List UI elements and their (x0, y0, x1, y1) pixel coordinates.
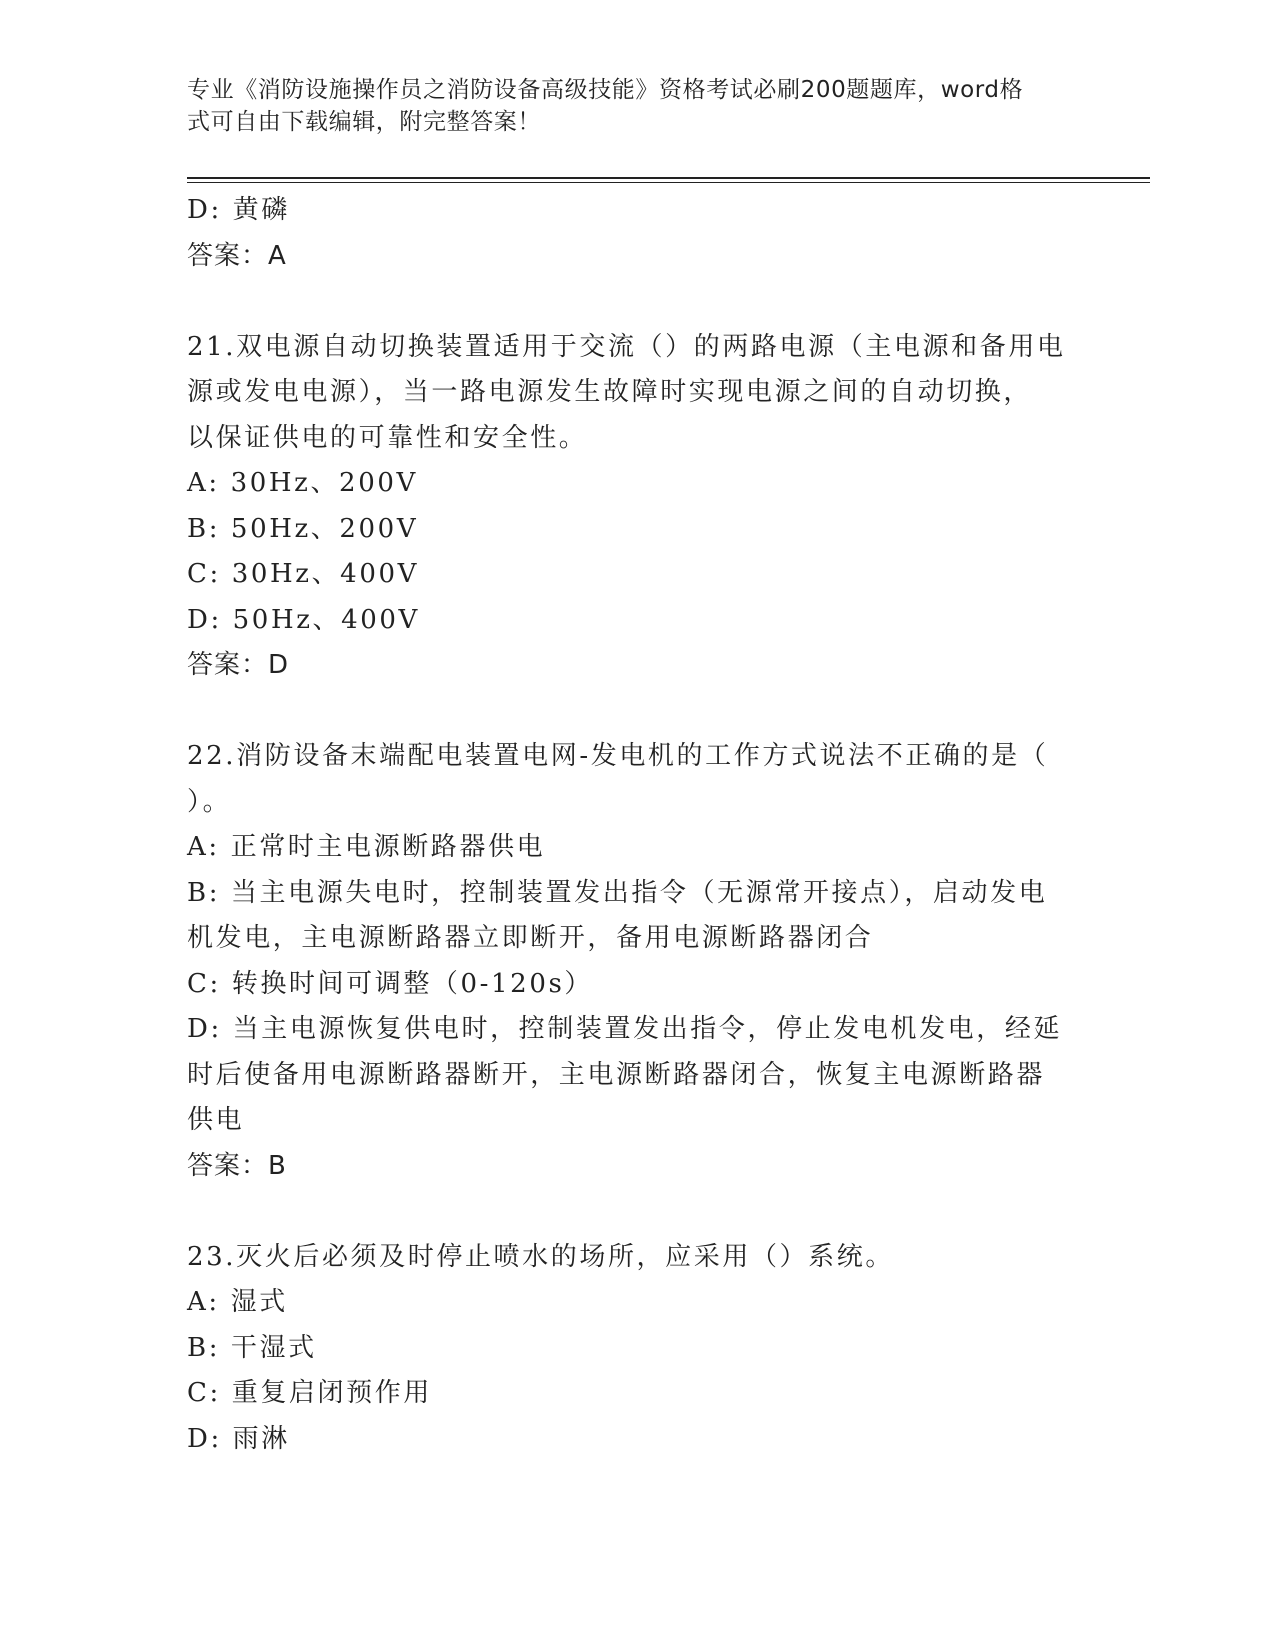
spacer (187, 1189, 1067, 1235)
question-text-line: 23.灭火后必须及时停止喷水的场所，应采用（）系统。 (187, 1241, 894, 1272)
option-d-continued: 供电 (187, 1105, 245, 1135)
option-b: B: 当主电源失电时，控制装置发出指令（无源常开接点），启动发电 (187, 877, 1048, 908)
option-a: A: 湿式 (187, 1287, 288, 1317)
option-d: D: 当主电源恢复供电时，控制装置发出指令，停止发电机发电，经延 (187, 1014, 1063, 1044)
header-line-2: 式可自由下载编辑，附完整答案！ (187, 109, 541, 135)
option-b: B: 50Hz、200V (187, 513, 419, 544)
answer-line: 答案：D (187, 650, 290, 680)
header-divider-thin (187, 182, 1150, 183)
option-a: A: 30Hz、200V (187, 468, 418, 498)
spacer (187, 279, 1067, 325)
option-b: B: 干湿式 (187, 1332, 317, 1363)
option-c: C: 转换时间可调整（0-120s） (187, 968, 594, 999)
option-d: D: 黄磷 (187, 195, 290, 225)
option-d: D: 雨淋 (187, 1423, 290, 1454)
question-text-line: 22.消防设备末端配电装置电网-发电机的工作方式说法不正确的是（ (187, 741, 1049, 771)
previous-question-tail (187, 188, 1067, 279)
header-line-1: 专业《消防设施操作员之消防设备高级技能》资格考试必刷200题题库，word格 (187, 77, 1024, 103)
option-d-continued: 时后使备用电源断路器断开，主电源断路器闭合，恢复主电源断路器 (187, 1059, 1046, 1090)
document-body (187, 188, 1067, 1462)
question-text-line: 源或发电电源），当一路电源发生故障时实现电源之间的自动切换， (187, 377, 1033, 407)
question-23 (187, 1235, 1067, 1463)
option-a: A: 正常时主电源断路器供电 (187, 832, 546, 862)
question-22 (187, 734, 1067, 1189)
answer-line: 答案：A (187, 240, 287, 271)
question-text-line: 21.双电源自动切换装置适用于交流（）的两路电源（主电源和备用电 (187, 331, 1066, 362)
option-c: C: 30Hz、400V (187, 559, 419, 589)
answer-line: 答案：B (187, 1150, 287, 1181)
header-divider-thick (187, 177, 1150, 179)
question-text-line: 以保证供电的可靠性和安全性。 (187, 422, 588, 453)
question-21 (187, 325, 1067, 689)
spacer (187, 689, 1067, 735)
page-header (187, 74, 1067, 138)
question-text-line: ）。 (187, 786, 232, 817)
option-b-continued: 机发电，主电源断路器立即断开，备用电源断路器闭合 (187, 923, 874, 953)
option-d: D: 50Hz、400V (187, 604, 420, 635)
option-c: C: 重复启闭预作用 (187, 1378, 432, 1408)
